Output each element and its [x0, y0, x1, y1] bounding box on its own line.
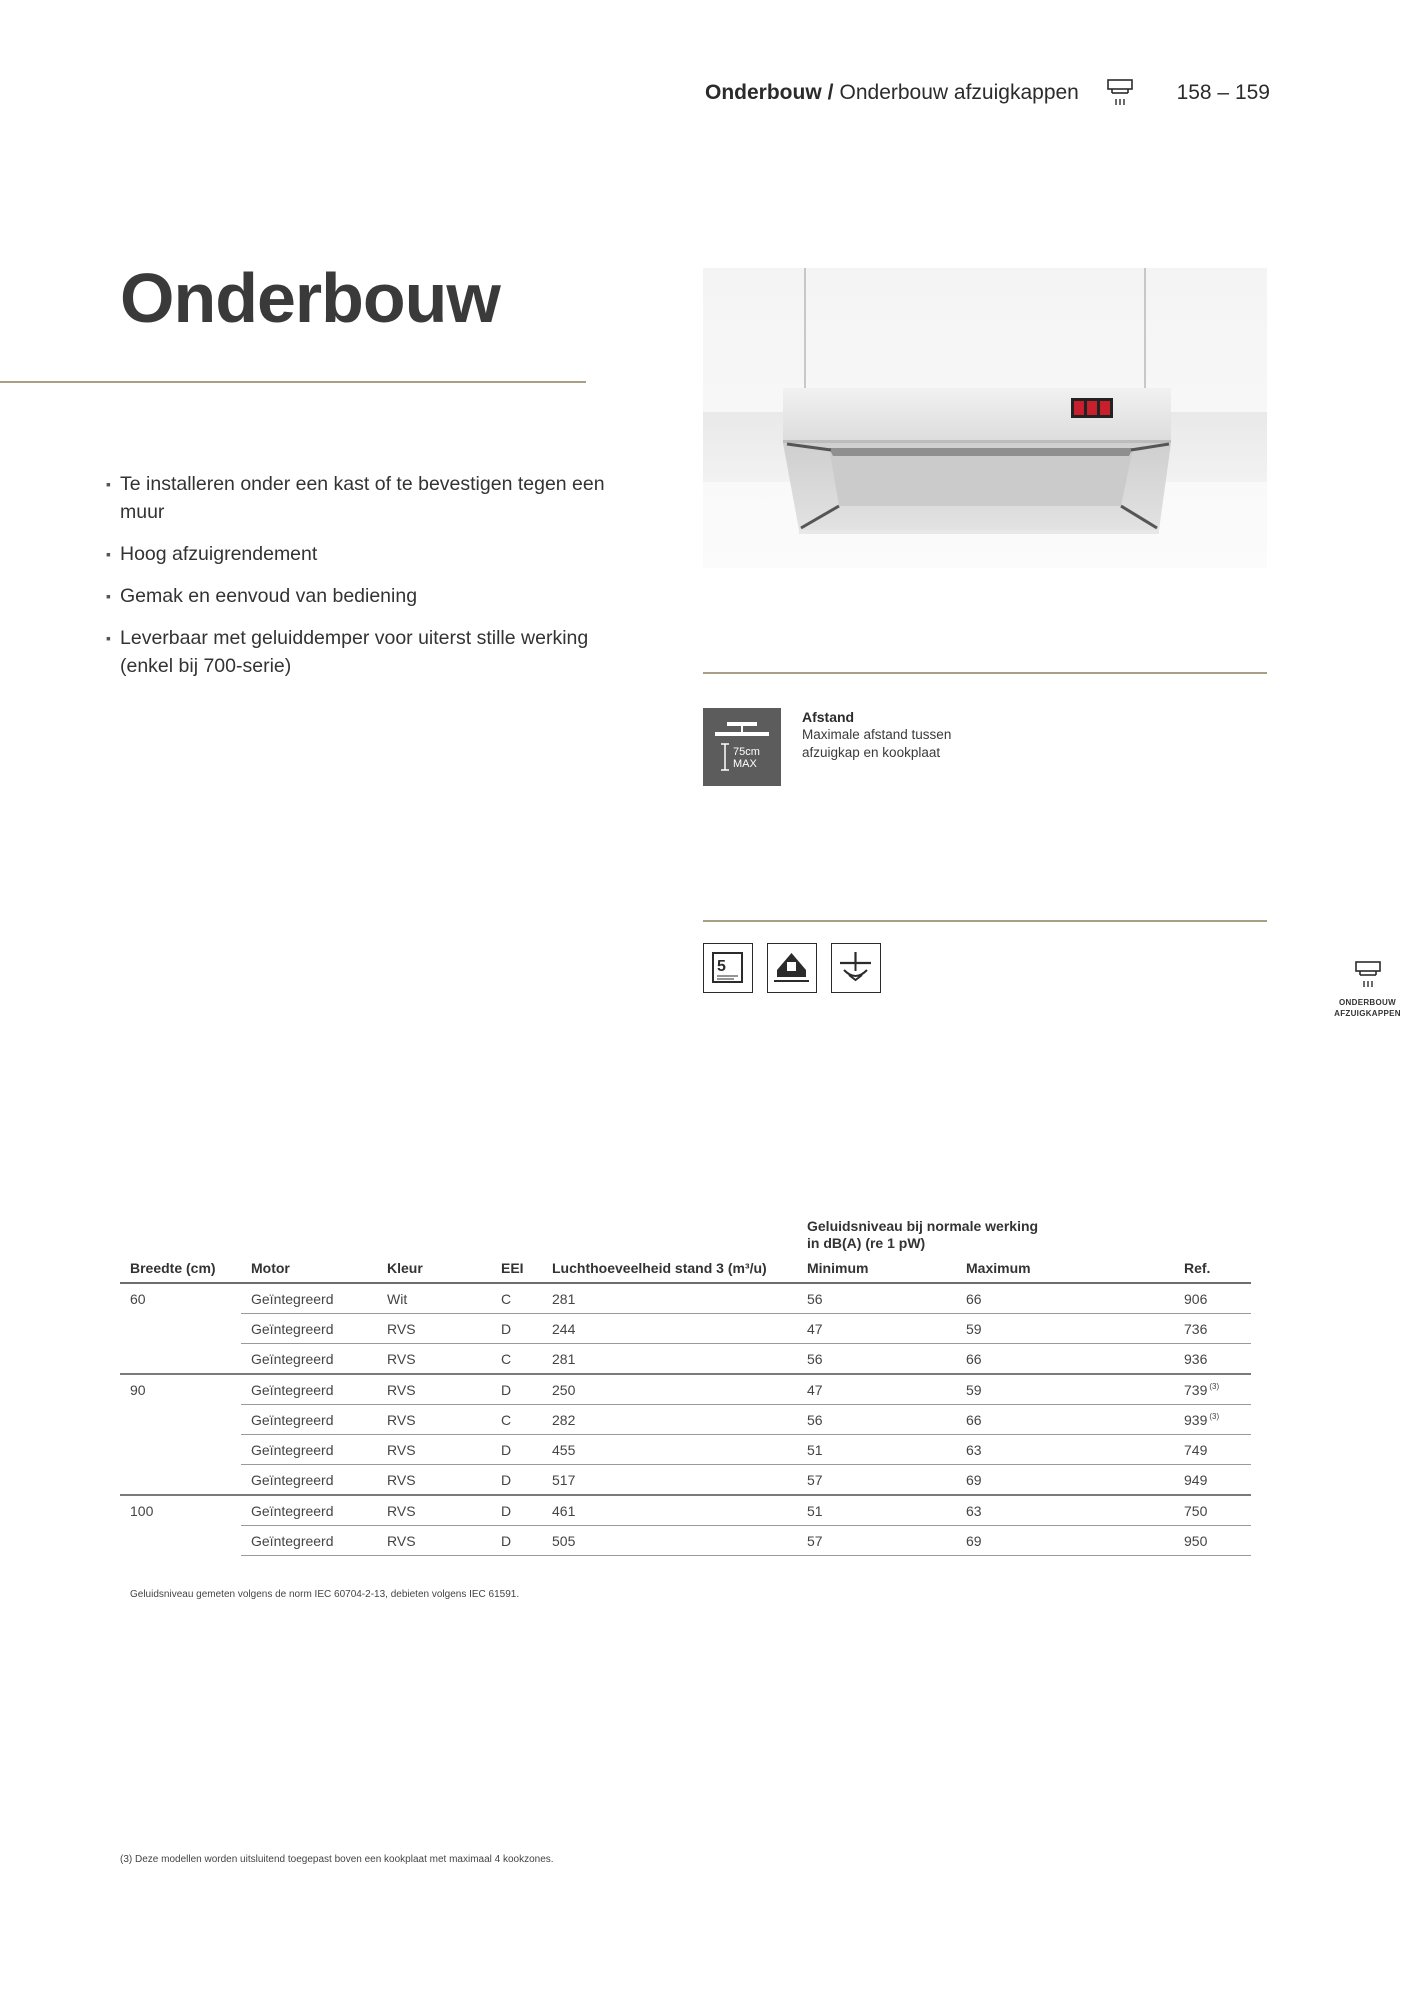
kleur-cell: RVS — [377, 1374, 491, 1405]
column-header: Luchthoeveelheid stand 3 (m³/u) — [542, 1260, 797, 1283]
breadcrumb-subsection: Onderbouw afzuigkappen — [839, 81, 1079, 104]
footnote-marker: (3) — [1209, 1411, 1220, 1421]
lucht-cell: 281 — [542, 1344, 797, 1375]
ref-number: 906 — [1184, 1290, 1208, 1307]
lucht-cell: 455 — [542, 1435, 797, 1465]
kleur-cell: RVS — [377, 1344, 491, 1375]
min-cell: 51 — [797, 1435, 956, 1465]
product-image — [703, 268, 1267, 568]
motor-cell: Geïntegreerd — [241, 1435, 377, 1465]
breadcrumb-section: Onderbouw — [705, 81, 822, 104]
motor-cell: Geïntegreerd — [241, 1495, 377, 1526]
min-cell: 56 — [797, 1344, 956, 1375]
column-header: Breedte (cm) — [120, 1260, 241, 1283]
ref-cell — [1174, 1465, 1251, 1496]
warranty-5-years-icon — [703, 943, 753, 993]
section-divider — [703, 672, 1267, 674]
feature-list-item: ▪ Gemak en eenvoud van bediening — [106, 582, 646, 610]
max-cell: 59 — [956, 1314, 1174, 1344]
footnote: (3) Deze modellen worden uitsluitend toegepast boven een kookplaat met maximaal 4 kookzones. — [120, 1854, 554, 1865]
underbuilt-hood-icon — [1351, 958, 1385, 992]
eei-cell: D — [491, 1526, 542, 1556]
ref-cell — [1174, 1344, 1251, 1375]
eei-cell: D — [491, 1465, 542, 1496]
max-cell: 63 — [956, 1495, 1174, 1526]
lucht-cell: 282 — [542, 1405, 797, 1435]
lucht-cell: 461 — [542, 1495, 797, 1526]
width-cell: 60 — [130, 1290, 146, 1307]
page-title: Onderbouw — [120, 259, 500, 337]
lucht-cell: 250 — [542, 1374, 797, 1405]
motor-cell: Geïntegreerd — [241, 1374, 377, 1405]
min-cell: 57 — [797, 1526, 956, 1556]
eei-cell: C — [491, 1344, 542, 1375]
max-cell: 59 — [956, 1374, 1174, 1405]
ref-cell — [1174, 1374, 1251, 1405]
ref-cell — [1174, 1405, 1251, 1435]
breadcrumb-separator: / — [827, 81, 834, 104]
max-cell: 66 — [956, 1283, 1174, 1314]
ref-number: 950 — [1184, 1532, 1208, 1549]
feature-list-item: ▪ Hoog afzuigrendement — [106, 540, 646, 568]
ref-number: 736 — [1184, 1320, 1208, 1337]
width-cell — [120, 1526, 241, 1556]
column-header: Ref. — [1174, 1260, 1251, 1283]
motor-cell: Geïntegreerd — [241, 1405, 377, 1435]
column-header: Maximum — [956, 1260, 1174, 1283]
width-cell — [120, 1435, 241, 1465]
page-numbers: 158 – 159 — [1176, 81, 1270, 104]
table-row — [120, 1435, 1251, 1465]
recirculation-icon — [767, 943, 817, 993]
width-cell — [120, 1344, 241, 1375]
table-row — [120, 1283, 1251, 1314]
feature-list-item: ▪ Te installeren onder een kast of te bevestigen tegen een muur — [106, 470, 646, 526]
min-cell: 57 — [797, 1465, 956, 1496]
kleur-cell: RVS — [377, 1405, 491, 1435]
lucht-cell: 244 — [542, 1314, 797, 1344]
noise-level-header: Geluidsniveau bij normale werking in dB(A) (re 1 pW) — [807, 1218, 1039, 1251]
table-row — [120, 1465, 1251, 1496]
eei-cell: D — [491, 1495, 542, 1526]
max-cell: 63 — [956, 1435, 1174, 1465]
ref-cell — [1174, 1435, 1251, 1465]
width-cell — [120, 1314, 241, 1344]
ref-number: 749 — [1184, 1441, 1208, 1458]
ref-cell — [1174, 1283, 1251, 1314]
section-side-tab — [1330, 958, 1405, 1019]
ref-cell — [1174, 1526, 1251, 1556]
feature-list — [106, 470, 646, 694]
side-tab-label-line1: ONDERBOUW — [1339, 998, 1396, 1007]
distance-description: Maximale afstand tussen afzuigkap en kookplaat — [802, 727, 952, 760]
measurement-note: Geluidsniveau gemeten volgens de norm IEC 60704-2-13, debieten volgens IEC 61591. — [130, 1589, 520, 1600]
column-header: Motor — [241, 1260, 377, 1283]
ref-cell — [1174, 1495, 1251, 1526]
table-row — [120, 1495, 1251, 1526]
kleur-cell: RVS — [377, 1495, 491, 1526]
underbuilt-hood-icon — [1103, 76, 1137, 110]
ref-number: 750 — [1184, 1502, 1208, 1519]
column-header: EEI — [491, 1260, 542, 1283]
motor-cell: Geïntegreerd — [241, 1314, 377, 1344]
table-header-row — [120, 1260, 1251, 1283]
distance-info — [802, 708, 1102, 762]
footnote-marker: (3) — [1209, 1381, 1220, 1391]
min-cell: 47 — [797, 1314, 956, 1344]
range-hood-illustration — [703, 268, 1267, 568]
ref-number: 939 — [1184, 1411, 1208, 1428]
table-row — [120, 1405, 1251, 1435]
motor-cell: Geïntegreerd — [241, 1526, 377, 1556]
eei-cell: D — [491, 1374, 542, 1405]
column-header: Kleur — [377, 1260, 491, 1283]
distance-title: Afstand — [802, 709, 855, 725]
motor-cell: Geïntegreerd — [241, 1465, 377, 1496]
title-divider — [0, 381, 586, 383]
eei-cell: D — [491, 1435, 542, 1465]
table-row — [120, 1374, 1251, 1405]
width-cell — [120, 1405, 241, 1435]
max-cell: 69 — [956, 1526, 1174, 1556]
page-header — [705, 78, 1270, 108]
ducting-icon — [831, 943, 881, 993]
ref-number: 949 — [1184, 1471, 1208, 1488]
lucht-cell: 517 — [542, 1465, 797, 1496]
lucht-cell: 505 — [542, 1526, 797, 1556]
width-cell: 100 — [130, 1502, 154, 1519]
table-row — [120, 1526, 1251, 1556]
eei-cell: C — [491, 1283, 542, 1314]
kleur-cell: RVS — [377, 1526, 491, 1556]
distance-icon — [703, 708, 781, 786]
product-table — [120, 1218, 1251, 1556]
kleur-cell: RVS — [377, 1314, 491, 1344]
section-divider — [703, 920, 1267, 922]
width-cell — [120, 1465, 241, 1496]
motor-cell: Geïntegreerd — [241, 1344, 377, 1375]
min-cell: 47 — [797, 1374, 956, 1405]
column-header: Minimum — [797, 1260, 956, 1283]
max-cell: 69 — [956, 1465, 1174, 1496]
side-tab-label-line2: AFZUIGKAPPEN — [1334, 1009, 1401, 1018]
kleur-cell: Wit — [377, 1283, 491, 1314]
distance-unit: MAX — [733, 758, 757, 770]
kleur-cell: RVS — [377, 1435, 491, 1465]
eei-cell: C — [491, 1405, 542, 1435]
lucht-cell: 281 — [542, 1283, 797, 1314]
ref-number: 936 — [1184, 1350, 1208, 1367]
table-row — [120, 1314, 1251, 1344]
ref-cell — [1174, 1314, 1251, 1344]
max-cell: 66 — [956, 1344, 1174, 1375]
warranty-number: 5 — [717, 958, 726, 975]
min-cell: 51 — [797, 1495, 956, 1526]
ref-number: 739 — [1184, 1381, 1208, 1398]
min-cell: 56 — [797, 1283, 956, 1314]
motor-cell: Geïntegreerd — [241, 1283, 377, 1314]
max-cell: 66 — [956, 1405, 1174, 1435]
width-cell: 90 — [130, 1381, 146, 1398]
kleur-cell: RVS — [377, 1465, 491, 1496]
table-row — [120, 1344, 1251, 1375]
distance-value: 75cm — [733, 746, 760, 758]
feature-list-item: ▪ Leverbaar met geluiddemper voor uiterst stille werking (enkel bij 700-serie) — [106, 624, 646, 680]
eei-cell: D — [491, 1314, 542, 1344]
min-cell: 56 — [797, 1405, 956, 1435]
